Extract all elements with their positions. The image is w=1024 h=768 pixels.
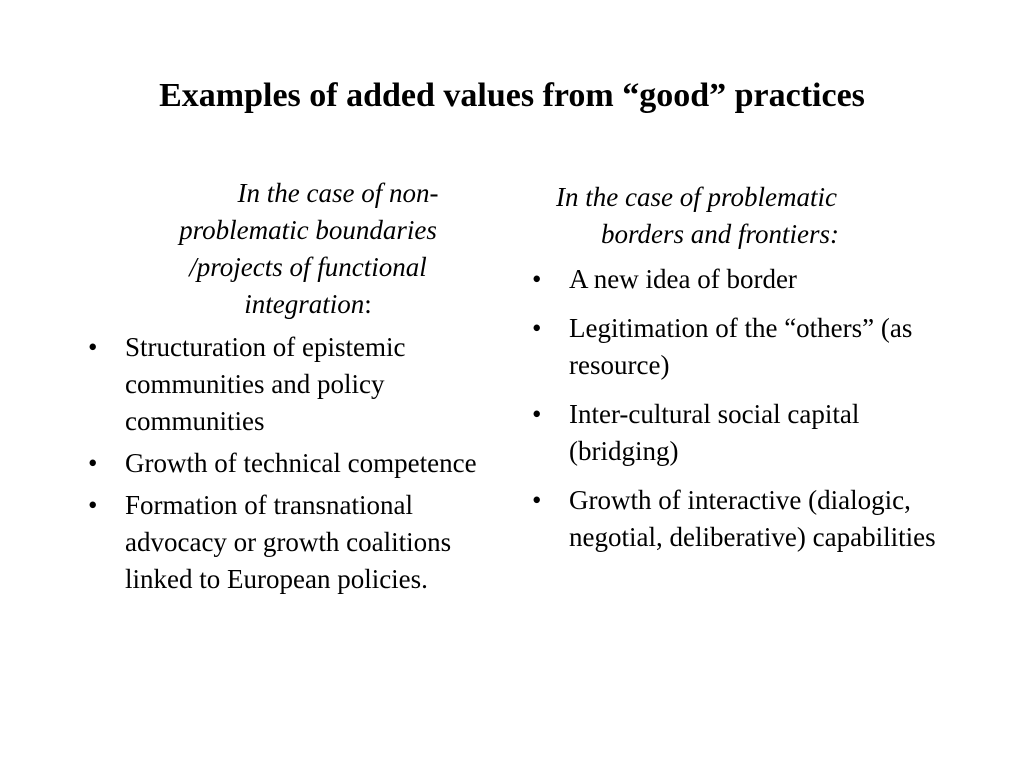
list-item bbox=[88, 329, 498, 440]
list-item-text: Growth of technical competence bbox=[125, 448, 477, 478]
left-bullet-list bbox=[88, 329, 498, 598]
bullet-icon: • bbox=[532, 264, 542, 294]
left-heading-tail: : bbox=[364, 289, 372, 319]
list-item bbox=[532, 310, 952, 384]
list-item bbox=[88, 445, 498, 482]
right-heading-line: In the case of problematic bbox=[556, 182, 837, 212]
list-item bbox=[532, 396, 952, 470]
right-column-heading bbox=[532, 179, 952, 253]
list-item-text: Structuration of epistemic communities and policy communities bbox=[125, 332, 406, 436]
list-item-text: Growth of interactive (dialogic, negotial, deliberative) capabilities bbox=[569, 485, 936, 552]
right-bullet-list bbox=[532, 261, 952, 556]
list-item-text: Formation of transnational advocacy or growth coalitions linked to European policies. bbox=[125, 490, 452, 594]
right-column bbox=[532, 179, 952, 556]
left-column bbox=[88, 175, 498, 598]
list-item-text: Inter-cultural social capital (bridging) bbox=[569, 399, 860, 466]
left-heading-line: /projects of functional bbox=[189, 252, 427, 282]
bullet-icon: • bbox=[532, 485, 542, 515]
left-heading-line: problematic boundaries bbox=[179, 215, 437, 245]
left-column-heading bbox=[88, 175, 528, 323]
left-heading-line: integration bbox=[244, 289, 365, 319]
list-item bbox=[88, 487, 498, 598]
left-heading-line-last bbox=[88, 286, 528, 323]
bullet-icon: • bbox=[532, 399, 542, 429]
list-item-text: Legitimation of the “others” (as resource) bbox=[569, 313, 913, 380]
list-item bbox=[532, 482, 952, 556]
right-heading-line: borders and frontiers: bbox=[601, 219, 840, 249]
left-heading-line: In the case of non- bbox=[237, 178, 439, 208]
list-item-text: A new idea of border bbox=[569, 264, 797, 294]
bullet-icon: • bbox=[88, 448, 98, 478]
bullet-icon: • bbox=[532, 313, 542, 343]
slide-title: Examples of added values from “good” practices bbox=[159, 77, 865, 114]
list-item bbox=[532, 261, 952, 298]
bullet-icon: • bbox=[88, 332, 98, 362]
bullet-icon: • bbox=[88, 490, 98, 520]
